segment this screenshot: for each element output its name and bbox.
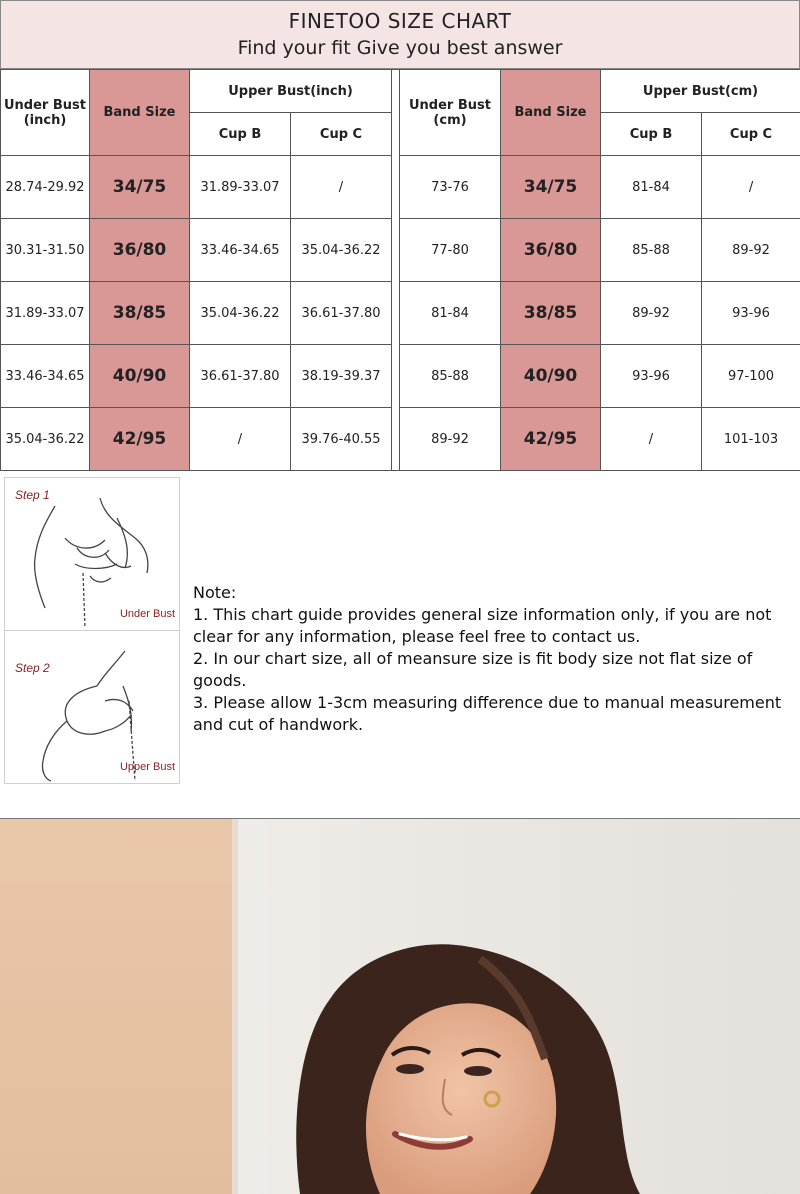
under-bust-cm-cell: 81-84	[400, 282, 501, 345]
chart-subtitle: Find your fit Give you best answer	[237, 37, 563, 59]
under-bust-cm-cell: 89-92	[400, 408, 501, 471]
model-portrait-image	[0, 819, 800, 1194]
cup-c-cm-cell: 101-103	[702, 408, 800, 471]
cup-b-inch-cell: /	[190, 408, 291, 471]
table-divider	[392, 70, 400, 471]
table-row	[1, 345, 800, 408]
measurement-steps	[0, 473, 190, 818]
upper-bust-inch-header: Upper Bust(inch)	[190, 70, 392, 113]
band-size-cell: 42/95	[90, 408, 190, 471]
model-photo	[0, 819, 800, 1194]
band-size-header-inch: Band Size	[90, 70, 190, 156]
cup-c-inch-cell: /	[291, 156, 392, 219]
cup-c-cm-cell: 93-96	[702, 282, 800, 345]
cup-c-cm-cell: 97-100	[702, 345, 800, 408]
under-bust-inch-cell: 30.31-31.50	[1, 219, 90, 282]
under-bust-inch-cell: 33.46-34.65	[1, 345, 90, 408]
cup-b-cm-cell: 89-92	[601, 282, 702, 345]
step-1-caption: Under Bust	[119, 608, 175, 620]
step-2-caption: Upper Bust	[119, 761, 175, 773]
under-bust-inch-cell: 35.04-36.22	[1, 408, 90, 471]
chart-header	[0, 0, 800, 69]
size-note	[193, 582, 800, 736]
band-size-cell: 36/80	[90, 219, 190, 282]
cup-b-cm-cell: 85-88	[601, 219, 702, 282]
band-size-cell: 38/85	[90, 282, 190, 345]
cup-c-inch-cell: 36.61-37.80	[291, 282, 392, 345]
under-bust-cm-cell: 77-80	[400, 219, 501, 282]
cup-c-cm-cell: /	[702, 156, 800, 219]
under-bust-cm-header: Under Bust (cm)	[400, 70, 501, 156]
cup-c-cm-header: Cup C	[702, 113, 800, 156]
cup-c-inch-cell: 39.76-40.55	[291, 408, 392, 471]
band-size-header-cm: Band Size	[501, 70, 601, 156]
step-1-illustration	[4, 477, 180, 631]
cup-b-inch-header: Cup B	[190, 113, 291, 156]
cup-c-inch-header: Cup C	[291, 113, 392, 156]
size-table	[0, 69, 800, 471]
note-heading: Note:	[193, 583, 237, 602]
note-item: 3. Please allow 1-3cm measuring difference due to manual measurement and cut of handwork.	[193, 693, 782, 734]
cup-b-cm-cell: /	[601, 408, 702, 471]
cup-b-inch-cell: 35.04-36.22	[190, 282, 291, 345]
cup-b-inch-cell: 33.46-34.65	[190, 219, 291, 282]
cup-b-inch-cell: 36.61-37.80	[190, 345, 291, 408]
cup-b-cm-cell: 81-84	[601, 156, 702, 219]
band-size-cell: 34/75	[90, 156, 190, 219]
step-1-label: Step 1	[15, 488, 50, 502]
band-size-cell: 34/75	[501, 156, 601, 219]
cup-c-inch-cell: 38.19-39.37	[291, 345, 392, 408]
note-item: 1. This chart guide provides general size information only, if you are not clear for any information, please feel free to contact us.	[193, 605, 772, 646]
cup-c-inch-cell: 35.04-36.22	[291, 219, 392, 282]
under-bust-cm-cell: 85-88	[400, 345, 501, 408]
table-row	[1, 408, 800, 471]
band-size-cell: 38/85	[501, 282, 601, 345]
under-bust-inch-cell: 31.89-33.07	[1, 282, 90, 345]
step-2-label: Step 2	[15, 661, 50, 675]
band-size-cell: 40/90	[90, 345, 190, 408]
under-bust-inch-cell: 28.74-29.92	[1, 156, 90, 219]
band-size-cell: 40/90	[501, 345, 601, 408]
cup-b-cm-header: Cup B	[601, 113, 702, 156]
upper-bust-cm-header: Upper Bust(cm)	[601, 70, 800, 113]
under-bust-cm-cell: 73-76	[400, 156, 501, 219]
cup-c-cm-cell: 89-92	[702, 219, 800, 282]
step-2-illustration	[4, 630, 180, 784]
table-row	[1, 156, 800, 219]
band-size-cell: 42/95	[501, 408, 601, 471]
band-size-cell: 36/80	[501, 219, 601, 282]
cup-b-cm-cell: 93-96	[601, 345, 702, 408]
table-row	[1, 219, 800, 282]
under-bust-inch-header: Under Bust (inch)	[1, 70, 90, 156]
cup-b-inch-cell: 31.89-33.07	[190, 156, 291, 219]
note-item: 2. In our chart size, all of meansure size is fit body size not flat size of goods.	[193, 649, 753, 690]
table-row	[1, 282, 800, 345]
chart-title: FINETOO SIZE CHART	[288, 9, 512, 33]
